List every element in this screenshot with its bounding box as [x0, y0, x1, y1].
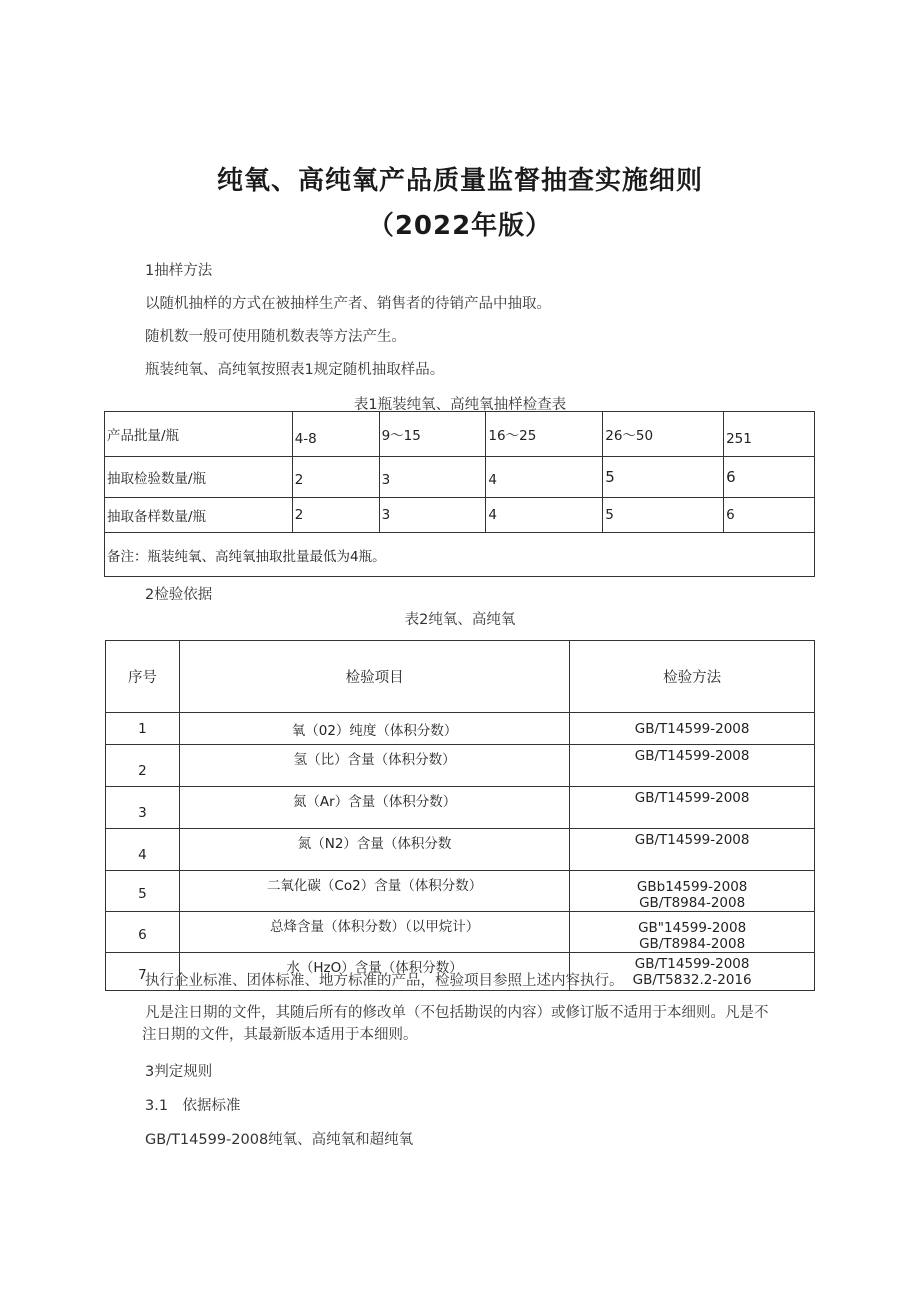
table-note: 备注：瓶装纯氧、高纯氧抽取批量最低为4瓶。: [105, 533, 815, 577]
row-number: 5: [106, 871, 180, 912]
row-number: 7: [106, 953, 180, 991]
table-row: [105, 533, 815, 577]
table-row: [105, 412, 815, 457]
method-line: GB/T14599-2008: [634, 748, 750, 764]
method-line: GB/T14599-2008: [634, 720, 750, 737]
table-cell: 2: [292, 498, 379, 533]
method-line: GBb14599-2008: [636, 879, 748, 895]
section-1-heading: 1抽样方法: [145, 263, 213, 279]
table-1-caption: 表1瓶装纯氧、高纯氧抽样检查表: [353, 397, 567, 413]
table-row: [106, 912, 815, 953]
inspection-table: [105, 640, 815, 991]
row-number: 4: [106, 829, 180, 871]
section-3-1-heading: 3.1 依据标准: [145, 1098, 241, 1114]
document-title: 纯氧、高纯氧产品质量监督抽查实施细则: [216, 166, 703, 196]
column-header: 检验方法: [570, 641, 815, 713]
table-row: [106, 787, 815, 829]
row-number: 6: [106, 912, 180, 953]
table-cell: 251: [724, 412, 815, 457]
inspection-item: 氢（比）含量（体积分数）: [179, 745, 569, 787]
paragraph: 以随机抽样的方式在被抽样生产者、销售者的待销产品中抽取。: [145, 296, 551, 312]
section-3-heading: 3判定规则: [145, 1064, 213, 1080]
table-header-row: [106, 641, 815, 713]
inspection-item: 氮（Ar）含量（体积分数）: [179, 787, 569, 829]
table-cell: 抽取检验数量/瓶: [105, 457, 293, 498]
table-row: [106, 713, 815, 745]
table-cell: 3: [379, 457, 486, 498]
method-line: GB/T8984-2008: [639, 895, 746, 911]
inspection-item: 二氧化碳（Co2）含量（体积分数）: [179, 871, 569, 912]
table-cell: 9～15: [379, 412, 486, 457]
table-cell: 5: [603, 457, 724, 498]
inspection-item: 总烽含量（体积分数）（以甲烷计）: [179, 912, 569, 953]
table-cell: 6: [724, 457, 815, 498]
table-cell: 4: [486, 457, 603, 498]
paragraph: 执行企业标准、团体标准、地方标准的产品，检验项目参照上述内容执行。: [145, 973, 624, 989]
table-row: [105, 498, 815, 533]
table-cell: 2: [292, 457, 379, 498]
table-cell: 16～25: [486, 412, 603, 457]
method-line: GB"14599-2008: [638, 920, 747, 936]
document-edition: （2022年版）: [367, 211, 553, 241]
table-2-caption: 表2纯氧、高纯氧: [404, 612, 516, 628]
method-line: GB/T8984-2008: [639, 936, 746, 952]
inspection-method: [570, 912, 815, 953]
method-line: GB/T14599-2008: [634, 790, 750, 806]
sampling-table: [104, 411, 815, 577]
row-number: 3: [106, 787, 180, 829]
table-row: [105, 457, 815, 498]
inspection-method: [570, 787, 815, 829]
method-line: GB/T5832.2-2016: [632, 971, 752, 988]
method-line: GB/T14599-2008: [634, 832, 750, 848]
paragraph: 随机数一般可使用随机数表等方法产生。: [145, 329, 406, 345]
row-number: 1: [106, 713, 180, 745]
inspection-method: [570, 871, 815, 912]
table-cell: 产品批量/瓶: [105, 412, 293, 457]
table-cell: 6: [724, 498, 815, 533]
inspection-method: [570, 745, 815, 787]
paragraph: 瓶装纯氧、高纯氧按照表1规定随机抽取样品。: [145, 362, 445, 378]
row-number: 2: [106, 745, 180, 787]
inspection-method: [570, 713, 815, 745]
column-header: 检验项目: [179, 641, 569, 713]
paragraph-line: 注日期的文件，其最新版本适用于本细则。: [142, 1027, 418, 1043]
table-cell: 抽取备样数量/瓶: [105, 498, 293, 533]
column-header: 序号: [106, 641, 180, 713]
table-row: [106, 829, 815, 871]
table-cell: 5: [603, 498, 724, 533]
table-cell: 4-8: [292, 412, 379, 457]
section-2-heading: 2检验依据: [145, 587, 213, 603]
inspection-item: 氧（02）纯度（体积分数）: [179, 713, 569, 745]
standard-reference: GB/T14599-2008纯氧、高纯氧和超纯氧: [145, 1132, 414, 1148]
table-row: [106, 871, 815, 912]
inspection-item: 氮（N2）含量（体积分数: [179, 829, 569, 871]
paragraph-line: 凡是注日期的文件，其随后所有的修改单（不包括勘误的内容）或修订版不适用于本细则。凡是不: [145, 1005, 769, 1021]
table-cell: 4: [486, 498, 603, 533]
inspection-item: 水（HzO）含量（体积分数）: [179, 953, 569, 991]
table-cell: 26～50: [603, 412, 724, 457]
paragraph: [142, 1002, 820, 1046]
method-line: GB/T14599-2008: [634, 955, 750, 972]
table-row: [106, 745, 815, 787]
inspection-method: [570, 829, 815, 871]
table-cell: 3: [379, 498, 486, 533]
